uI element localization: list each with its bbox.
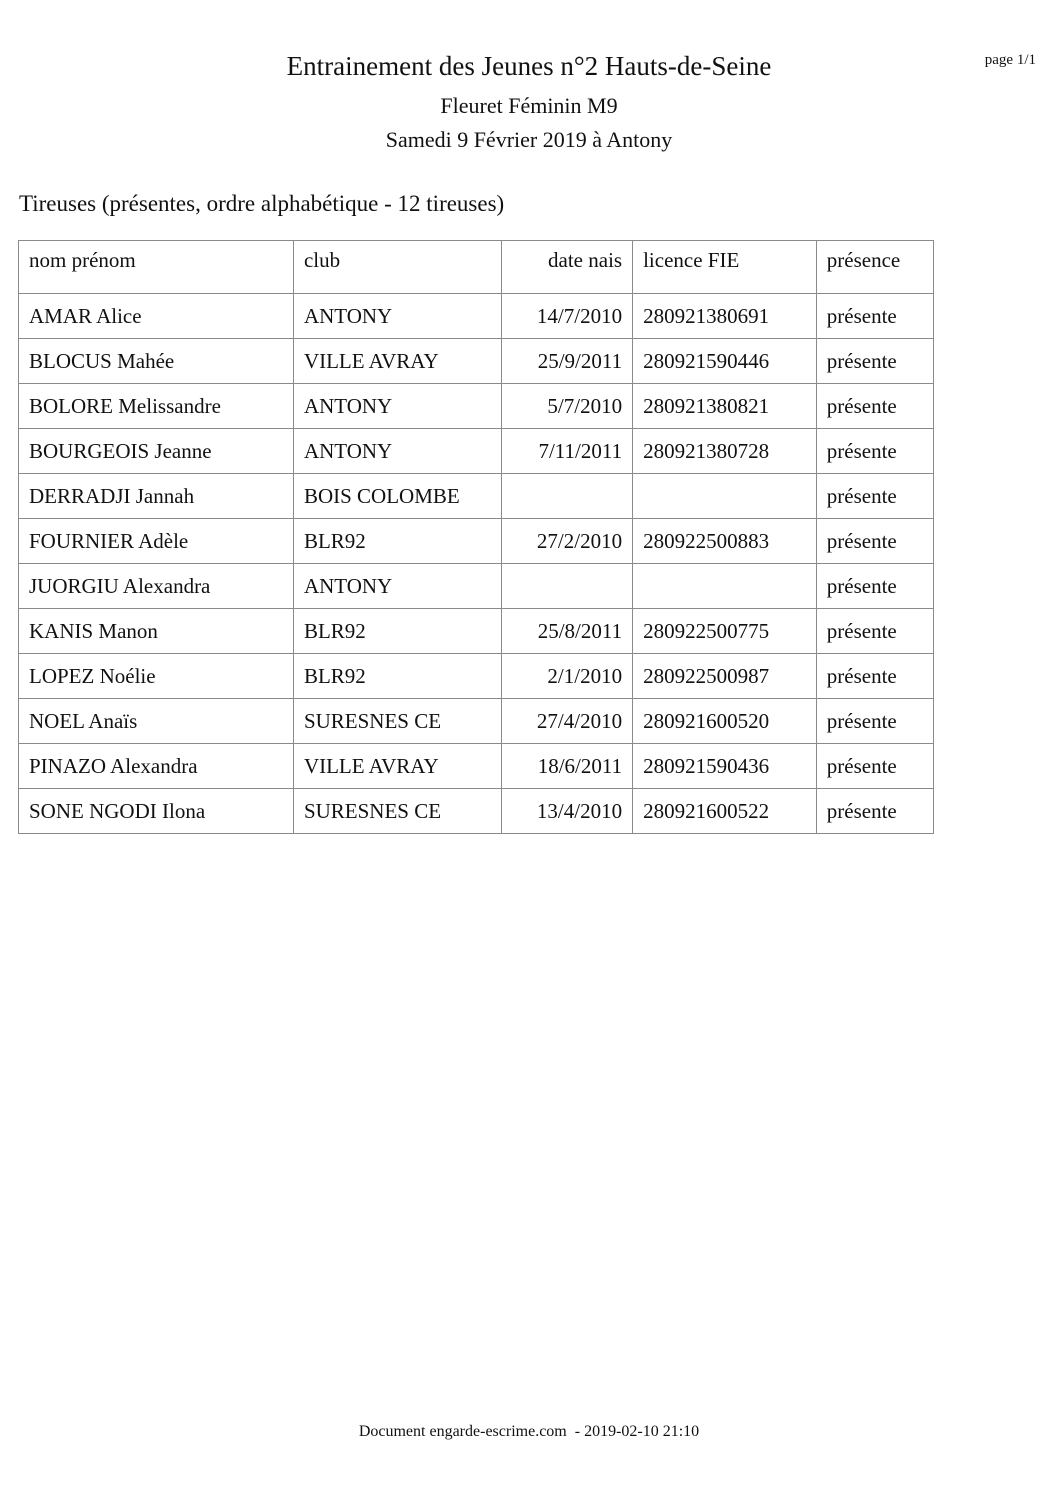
cell-licence: 280921600520: [633, 699, 817, 744]
fencers-table: [18, 240, 934, 834]
cell-birth-date: 13/4/2010: [502, 789, 633, 834]
cell-birth-date: 7/11/2011: [502, 429, 633, 474]
cell-club: BLR92: [293, 609, 501, 654]
section-heading: Tireuses (présentes, ordre alphabétique - 12 tireuses): [19, 191, 505, 216]
cell-presence: présente: [816, 654, 933, 699]
cell-presence: présente: [816, 744, 933, 789]
cell-club: BLR92: [293, 654, 501, 699]
page-number: page 1/1: [984, 52, 1036, 68]
cell-birth-date: 14/7/2010: [502, 294, 633, 339]
cell-licence: 280921380728: [633, 429, 817, 474]
cell-birth-date: [502, 564, 633, 609]
cell-presence: présente: [816, 609, 933, 654]
column-header-presence: présence: [816, 241, 933, 294]
cell-name: BLOCUS Mahée: [19, 339, 294, 384]
cell-name: PINAZO Alexandra: [19, 744, 294, 789]
cell-name: SONE NGODI Ilona: [19, 789, 294, 834]
table-row: [19, 429, 934, 474]
cell-birth-date: 2/1/2010: [502, 654, 633, 699]
cell-club: ANTONY: [293, 564, 501, 609]
cell-birth-date: 18/6/2011: [502, 744, 633, 789]
cell-licence: 280921590446: [633, 339, 817, 384]
cell-presence: présente: [816, 294, 933, 339]
cell-licence: 280921380821: [633, 384, 817, 429]
cell-presence: présente: [816, 699, 933, 744]
cell-name: FOURNIER Adèle: [19, 519, 294, 564]
table-row: [19, 699, 934, 744]
cell-presence: présente: [816, 384, 933, 429]
cell-club: BOIS COLOMBE: [293, 474, 501, 519]
column-header-name: nom prénom: [19, 241, 294, 294]
cell-name: NOEL Anaïs: [19, 699, 294, 744]
cell-presence: présente: [816, 564, 933, 609]
table-header: [19, 241, 934, 294]
cell-club: SURESNES CE: [293, 699, 501, 744]
table-row: [19, 744, 934, 789]
cell-birth-date: 27/4/2010: [502, 699, 633, 744]
header-row: [19, 241, 934, 294]
cell-presence: présente: [816, 519, 933, 564]
competition-category: Fleuret Féminin M9: [440, 93, 618, 118]
cell-club: ANTONY: [293, 429, 501, 474]
cell-club: ANTONY: [293, 294, 501, 339]
cell-licence: [633, 564, 817, 609]
table-row: [19, 339, 934, 384]
cell-birth-date: 27/2/2010: [502, 519, 633, 564]
cell-name: AMAR Alice: [19, 294, 294, 339]
cell-name: DERRADJI Jannah: [19, 474, 294, 519]
cell-birth-date: 5/7/2010: [502, 384, 633, 429]
table-row: [19, 294, 934, 339]
table-row: [19, 564, 934, 609]
cell-presence: présente: [816, 429, 933, 474]
cell-birth-date: 25/9/2011: [502, 339, 633, 384]
cell-club: ANTONY: [293, 384, 501, 429]
cell-presence: présente: [816, 339, 933, 384]
table-row: [19, 654, 934, 699]
cell-name: BOLORE Melissandre: [19, 384, 294, 429]
table-row: [19, 519, 934, 564]
table-row: [19, 609, 934, 654]
cell-club: VILLE AVRAY: [293, 744, 501, 789]
cell-licence: 280921380691: [633, 294, 817, 339]
cell-birth-date: [502, 474, 633, 519]
column-header-club: club: [293, 241, 501, 294]
cell-licence: 280922500883: [633, 519, 817, 564]
table-row: [19, 474, 934, 519]
cell-birth-date: 25/8/2011: [502, 609, 633, 654]
table-row: [19, 384, 934, 429]
cell-club: BLR92: [293, 519, 501, 564]
cell-name: LOPEZ Noélie: [19, 654, 294, 699]
cell-licence: 280922500987: [633, 654, 817, 699]
table-row: [19, 789, 934, 834]
cell-club: SURESNES CE: [293, 789, 501, 834]
cell-club: VILLE AVRAY: [293, 339, 501, 384]
column-header-licence: licence FIE: [633, 241, 817, 294]
cell-licence: 280921590436: [633, 744, 817, 789]
cell-presence: présente: [816, 789, 933, 834]
cell-licence: 280922500775: [633, 609, 817, 654]
competition-date-place: Samedi 9 Février 2019 à Antony: [385, 127, 673, 152]
cell-name: JUORGIU Alexandra: [19, 564, 294, 609]
cell-name: KANIS Manon: [19, 609, 294, 654]
column-header-birth-date: date nais: [502, 241, 633, 294]
cell-licence: [633, 474, 817, 519]
cell-name: BOURGEOIS Jeanne: [19, 429, 294, 474]
cell-licence: 280921600522: [633, 789, 817, 834]
table-body: [19, 294, 934, 834]
cell-presence: présente: [816, 474, 933, 519]
page-title: Entrainement des Jeunes n°2 Hauts-de-Seine: [286, 51, 772, 81]
document-footer: Document engarde-escrime.com - 2019-02-10 21:10: [358, 1423, 700, 1440]
